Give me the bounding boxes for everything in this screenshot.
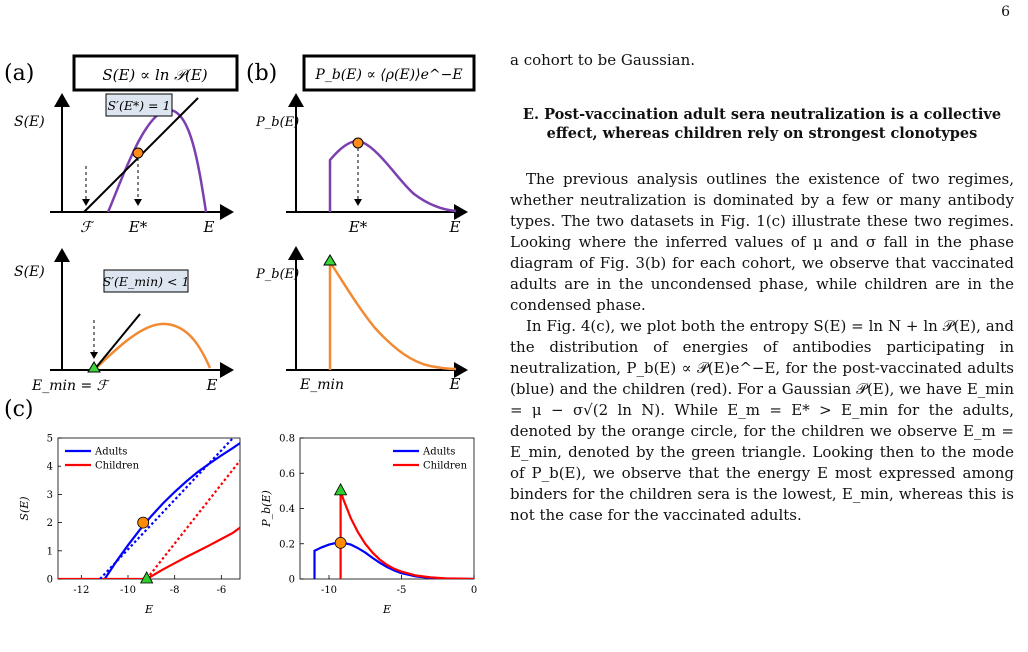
chart-right-xtick-label: 0	[470, 585, 478, 596]
panel-b-bottom-xtick-emin: E_min	[300, 377, 344, 393]
chart-left-ytick-label: 3	[46, 489, 53, 501]
panel-a-top	[4, 56, 237, 236]
panel-b-top-xlabel: E	[449, 218, 461, 236]
panel-a-top-orange-circle-marker	[133, 148, 143, 158]
section-heading: E. Post-vaccination adult sera neutralization is a collective effect, whereas children rely on strongest clonotypes	[522, 106, 1002, 142]
chart-left-legend-label-adults: Adults	[95, 446, 128, 458]
chart-left-ytick-label: 0	[46, 574, 53, 586]
chart-right-series-children-line	[341, 491, 474, 579]
chart-right-orange-circle-marker	[335, 537, 346, 548]
panel-b-bottom-green-triangle-marker	[324, 255, 336, 265]
panel-b-top-xtick-estar: E*	[348, 218, 368, 236]
panel-a-bottom	[14, 250, 232, 394]
chart-left-xtick-label: -10	[119, 585, 137, 596]
chart-right-legend-label-adults: Adults	[423, 446, 456, 458]
panel-b-bottom-xlabel: E	[449, 375, 461, 393]
panel-b-bottom-binding-curve	[330, 262, 456, 370]
chart-right-ytick-label: 0.6	[279, 468, 295, 480]
panel-a-title: S(E) ∝ ln 𝒫(E)	[102, 66, 208, 84]
panel-b-top-ylabel: P_b(E)	[256, 115, 300, 130]
panel-a-bottom-tangent-line	[94, 314, 140, 370]
chart-right-xlabel: E	[382, 603, 392, 616]
chart-right-plot-area	[315, 491, 475, 579]
chart-left-xtick-label: -8	[169, 585, 180, 596]
chart-left-ytick-label: 2	[46, 518, 53, 530]
chart-right-ytick-label: 0.2	[279, 539, 295, 551]
panel-a-top-annotation: S′(E*) = 1	[107, 98, 171, 113]
panel-a-top-xtick-estar: E*	[128, 218, 148, 236]
chart-right-ytick-label: 0.4	[279, 504, 295, 515]
chart-left-orange-circle-marker	[138, 517, 149, 528]
chart-left-xtick-label: -6	[216, 585, 227, 596]
chart-right-xtick-label: -5	[396, 585, 407, 596]
chart-left-ytick-label: 5	[46, 433, 53, 445]
figure-4	[0, 0, 500, 652]
panel-a-letter: (a)	[4, 61, 35, 86]
chart-left-ytick-label: 4	[46, 461, 53, 473]
chart-right-green-triangle-marker	[335, 484, 347, 495]
chart-left-ytick-label: 1	[46, 546, 53, 558]
panel-a-bottom-xtick-emin: E_min = ℱ	[32, 378, 108, 394]
panel-a-bottom-entropy-curve	[94, 324, 210, 370]
panel-b-top-binding-curve	[330, 141, 456, 212]
panel-c-letter: (c)	[4, 397, 34, 422]
panel-c-left-chart	[18, 434, 240, 617]
panel-b-top	[246, 56, 474, 236]
chart-right-legend-label-children: Children	[423, 460, 468, 472]
chart-left-legend-label-children: Children	[95, 460, 140, 472]
panel-a-bottom-ylabel: S(E)	[14, 264, 45, 280]
panel-a-top-xlabel: E	[203, 218, 215, 236]
chart-left-xtick-label: -12	[73, 585, 90, 596]
panel-a-bottom-annotation: S′(E_min) < 1	[102, 274, 190, 289]
panel-b-bottom	[255, 248, 466, 393]
panel-a-top-entropy-curve	[108, 110, 206, 212]
chart-right-ylabel: P_b(E)	[260, 490, 273, 527]
panel-c-right-chart	[260, 434, 477, 617]
chart-left-xlabel: E	[144, 603, 154, 616]
text-column	[510, 50, 1014, 526]
intro-line: a cohort to be Gaussian.	[510, 51, 696, 69]
panel-b-letter: (b)	[246, 61, 278, 86]
panel-a-top-ylabel: S(E)	[14, 114, 45, 130]
paragraph-1: The previous analysis outlines the existence of two regimes, whether neutralization is dominated by a few or many antibody types. The two datasets in Fig. 1(c) illustrate these two regimes. Looking where the inferred values of μ and σ fall in the phase diagram of Fig. 3(b) for each cohort, we observe that vaccinated adults are in the uncondensed phase, while children are in the condensed phase.	[510, 170, 1014, 314]
panel-b-top-orange-circle-marker	[353, 138, 363, 148]
panel-a-top-xtick-f: ℱ	[80, 218, 92, 236]
chart-left-series-guide-3-dotted	[147, 461, 240, 579]
panel-b-bottom-ylabel: P_b(E)	[256, 267, 300, 282]
chart-left-series-children-line	[58, 528, 240, 579]
page-number: 6	[1001, 4, 1010, 20]
paragraph-2: In Fig. 4(c), we plot both the entropy S(E) = ln N + ln 𝒫(E), and the distribution of energies of antibodies participating in neutralization, P_b(E) ∝ 𝒫(E)e^−E, for the post-vaccinated adults (blue) and the children (red). For a Gaussian 𝒫(E), we have E_min = μ − σ√(2 ln N). While E_m = E* > E_min for the adults, denoted by the orange circle, for the children we observe E_m = E_min, denoted by the green triangle. Looking then to the mode of P_b(E), we observe that the energy E most expressed among binders for the children sera is the lowest, E_min, whereas this is not the case for the vaccinated adults.	[510, 317, 1014, 524]
chart-left-ylabel: S(E)	[18, 496, 31, 521]
chart-right-ytick-label: 0.8	[279, 433, 295, 445]
panel-a-bottom-xlabel: E	[206, 376, 218, 394]
chart-right-xtick-label: -10	[320, 585, 338, 596]
panel-b-title: P_b(E) ∝ ⟨ρ(E)⟩e^−E	[315, 67, 463, 83]
chart-right-ytick-label: 0	[288, 574, 295, 586]
